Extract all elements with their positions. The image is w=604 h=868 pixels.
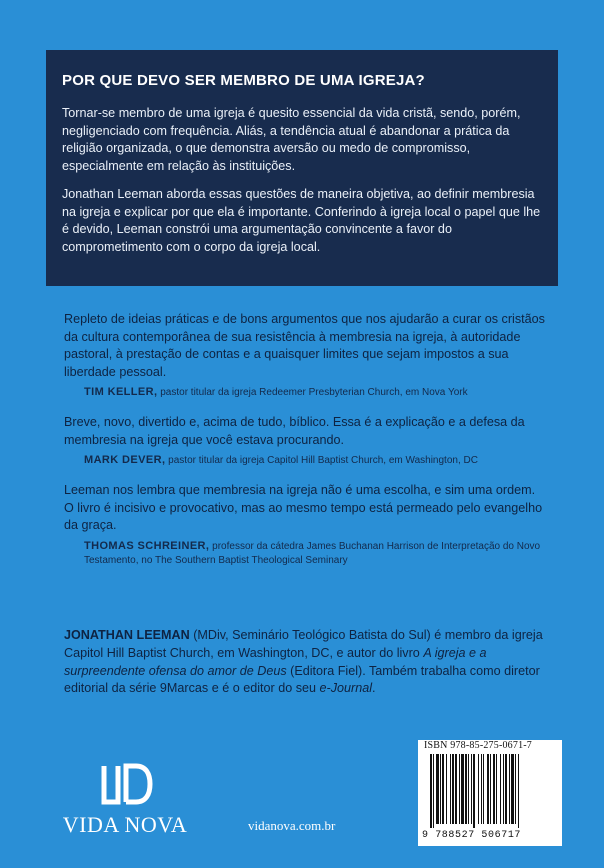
barcode-bar	[430, 754, 432, 828]
endorsements	[64, 311, 546, 582]
barcode-bar	[436, 754, 439, 824]
endorsement-quote: Breve, novo, divertido e, acima de tudo, bíblico. Essa é a explicação e a defesa da membresia na igreja que você estava procurando.	[64, 415, 525, 447]
barcode-bar	[461, 754, 464, 824]
barcode-bar	[518, 754, 519, 828]
endorser-name: MARK DEVER,	[84, 454, 166, 466]
barcode-bar	[452, 754, 454, 824]
vida-nova-logo-icon	[60, 762, 190, 810]
endorsement-attribution	[84, 453, 546, 468]
back-cover-heading: POR QUE DEVO SER MEMBRO DE UMA IGREJA?	[62, 72, 425, 89]
barcode-digits: 9 788527 506717	[422, 830, 522, 841]
barcode-bar	[450, 754, 451, 824]
barcode-bar	[515, 754, 516, 824]
barcode-bar	[490, 754, 491, 824]
barcode-bar	[468, 754, 469, 824]
summary-paragraph-1: Tornar-se membro de uma igreja é quesito essencial da vida cristã, sendo, porém, negligenciado com frequência. Aliás, a tendência atual é abandonar a prática da religião organizada, o que demonstra aversão ou medo de compromisso, especialmente em relação às instituições.	[62, 106, 521, 173]
barcode-bar	[446, 754, 447, 824]
bio-text-2: (Editora Fiel). Também trabalha como diretor editorial da série 9Marcas e é o editor do seu	[64, 663, 540, 696]
endorser-name: THOMAS SCHREINER,	[84, 539, 210, 552]
endorsement-schreiner	[64, 482, 546, 568]
publisher-logo	[60, 762, 190, 842]
barcode-bar	[455, 754, 457, 824]
barcode-bar	[511, 754, 514, 824]
barcode-bar	[465, 754, 467, 824]
barcode-bar	[459, 754, 460, 824]
barcode-bar	[483, 754, 484, 824]
isbn-label: ISBN 978-85-275-0671-7	[424, 740, 533, 751]
author-bio	[64, 627, 546, 698]
bio-text-1: (MDiv, Seminário Teológico Batista do Sul) é membro da igreja Capitol Hill Baptist Church, em Washington, DC, e autor do livro	[64, 628, 543, 660]
barcode-bar	[503, 754, 504, 824]
endorsement-attribution	[84, 385, 546, 400]
barcode-bar	[478, 754, 479, 824]
barcode-bar	[493, 754, 495, 824]
endorsement-keller	[64, 311, 546, 400]
endorsement-quote: Leeman nos lembra que membresia na igreja não é uma escolha, e sim uma ordem. O livro é incisivo e provocativo, mas ao mesmo tempo está permeado pelo evangelho da graça.	[64, 483, 543, 532]
summary-paragraph-2: Jonathan Leeman aborda essas questões de maneira objetiva, ao definir membresia na igreja e explicar por que ela é importante. Conferindo à igreja local o papel que lhe é devido, Leeman constrói uma argumentação convincente a favor do comprometimento com o corpo da igreja local.	[62, 187, 541, 254]
endorser-role: professor da cátedra James Buchanan Harrison de Interpretação do Novo Testamento, no The Southern Baptist Theological Seminary	[84, 540, 541, 566]
endorser-role: pastor titular da igreja Redeemer Presbyterian Church, em Nova York	[157, 387, 468, 398]
barcode-bar	[481, 754, 482, 824]
barcode-bar	[500, 754, 501, 824]
endorsement-quote: Repleto de ideias práticas e de bons argumentos que nos ajudarão a curar os cristãos da cultura contemporânea de sua resistência à membresia na igreja, à autoridade pastoral, à prestação de contas e a quaisquer limites que sejam impostos a sua liberdade pessoal.	[64, 312, 545, 379]
publisher-name: VIDA NOVA	[62, 812, 188, 837]
bio-journal: e-Journal	[319, 681, 373, 696]
barcode-bar	[442, 754, 444, 824]
summary-box	[46, 50, 558, 286]
endorser-name: TIM KELLER,	[84, 386, 158, 398]
barcode-bar	[473, 754, 475, 828]
barcode-bar	[440, 754, 441, 824]
barcode-bar	[487, 754, 489, 824]
bio-author-name: JONATHAN LEEMAN	[64, 628, 190, 642]
bio-book-title: A igreja e a surpreendente ofensa do amor de Deus	[64, 645, 487, 678]
barcode-bar	[505, 754, 507, 824]
endorsement-dever	[64, 414, 546, 468]
barcode-bar	[433, 754, 434, 828]
bio-text-3: .	[372, 681, 376, 696]
barcode-bar	[496, 754, 497, 824]
barcode-icon	[422, 754, 560, 828]
barcode-bar	[471, 754, 472, 824]
barcode-bar	[509, 754, 510, 824]
endorsement-attribution	[84, 539, 546, 568]
publisher-website: vidanova.com.br	[248, 818, 336, 833]
endorser-role: pastor titular da igreja Capitol Hill Baptist Church, em Washington, DC	[165, 455, 478, 466]
